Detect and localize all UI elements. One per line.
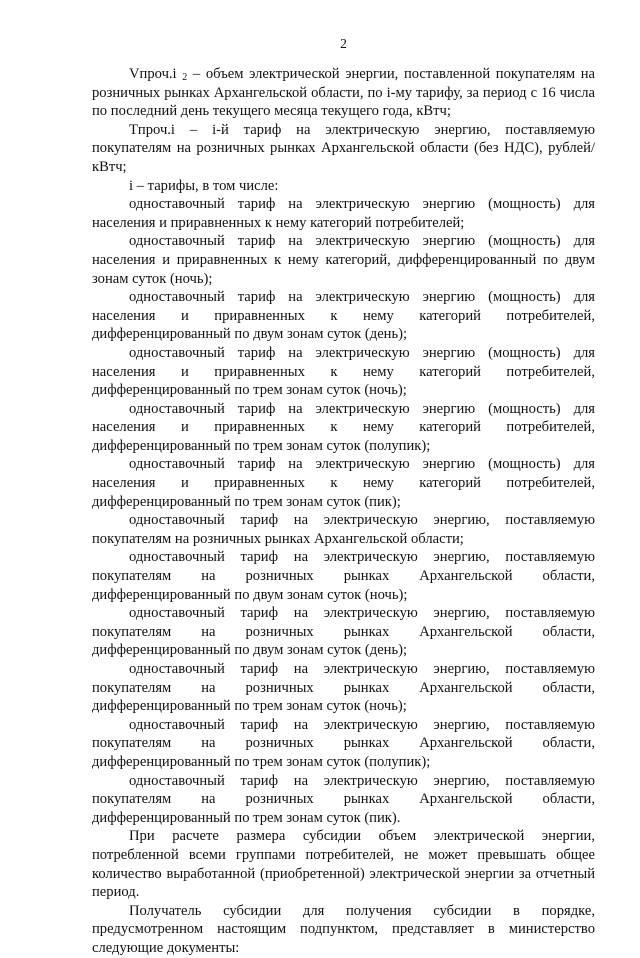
list-item-tariff: одноставочный тариф на электрическую энергию, поставляемую покупателям на розничных рынках Архангельской области, дифференцированный по трем зонам суток (полупик); (92, 716, 595, 770)
paragraph-i-tariffs: i – тарифы, в том числе: (129, 177, 279, 194)
list-item-tariff: одноставочный тариф на электрическую энергию (мощность) для населения и приравненных к нему категорий потребителей, дифференцированный по трем зонам суток (полупик); (92, 400, 595, 454)
vproch-definition: – объем электрической энергии, поставленной покупателям на розничных рынках Архангельской области, по i-му тарифу, за период с 16 числа по последний день текущего месяца текущего года, кВтч; (92, 66, 595, 120)
list-item-tariff: одноставочный тариф на электрическую энергию (мощность) для населения и приравненных к нему категорий потребителей, дифференцированный по двум зонам суток (день); (92, 289, 595, 343)
page-number: 2 (340, 36, 347, 51)
vproch-symbol: Vпроч.i (129, 66, 183, 82)
list-item-tariff: одноставочный тариф на электрическую энергию, поставляемую покупателям на розничных рынках Архангельской области, дифференцированный по трем зонам суток (пик). (92, 772, 595, 826)
list-item-tariff: одноставочный тариф на электрическую энергию (мощность) для населения и приравненных к нему категорий потребителей, дифференцированный по трем зонам суток (пик); (92, 456, 595, 510)
list-item-tariff: одноставочный тариф на электрическую энергию, поставляемую покупателям на розничных рынках Архангельской области, дифференцированный по двум зонам суток (ночь); (92, 549, 595, 603)
document-page (92, 36, 595, 958)
paragraph-limit: При расчете размера субсидии объем электрической энергии, потребленной всеми группами потребителей, не может превышать общее количество выработанной (приобретенной) электрической энергии за отчетный период. (92, 828, 595, 901)
list-item-tariff: одноставочный тариф на электрическую энергию, поставляемую покупателям на розничных рынках Архангельской области, дифференцированный по двум зонам суток (день); (92, 605, 595, 659)
list-item-tariff: одноставочный тариф на электрическую энергию (мощность) для населения и приравненных к нему категорий потребителей; (92, 196, 595, 231)
list-item-tariff: одноставочный тариф на электрическую энергию (мощность) для населения и приравненных к нему категорий потребителей, дифференцированный по трем зонам суток (ночь); (92, 344, 595, 399)
list-item-tariff: одноставочный тариф на электрическую энергию, поставляемую покупателям на розничных рынках Архангельской области; (92, 512, 595, 547)
list-item-tariff: одноставочный тариф на электрическую энергию, поставляемую покупателям на розничных рынках Архангельской области, дифференцированный по трем зонам суток (ночь); (92, 661, 595, 715)
paragraph-documents: Получатель субсидии для получения субсидии в порядке, предусмотренном настоящим подпунктом, представляет в министерство следующие документы: (92, 902, 595, 956)
paragraph-tproch: Tпроч.i – i-й тариф на электрическую энергию, поставляемую покупателям на розничных рынках Архангельской области (без НДС), рублей/кВтч; (92, 121, 595, 175)
list-item-tariff: одноставочный тариф на электрическую энергию (мощность) для населения и приравненных к нему категорий, дифференцированный по двум зонам суток (ночь); (92, 233, 595, 287)
vproch-subscript: 2 (182, 72, 188, 83)
paragraph-vproch (92, 65, 595, 121)
